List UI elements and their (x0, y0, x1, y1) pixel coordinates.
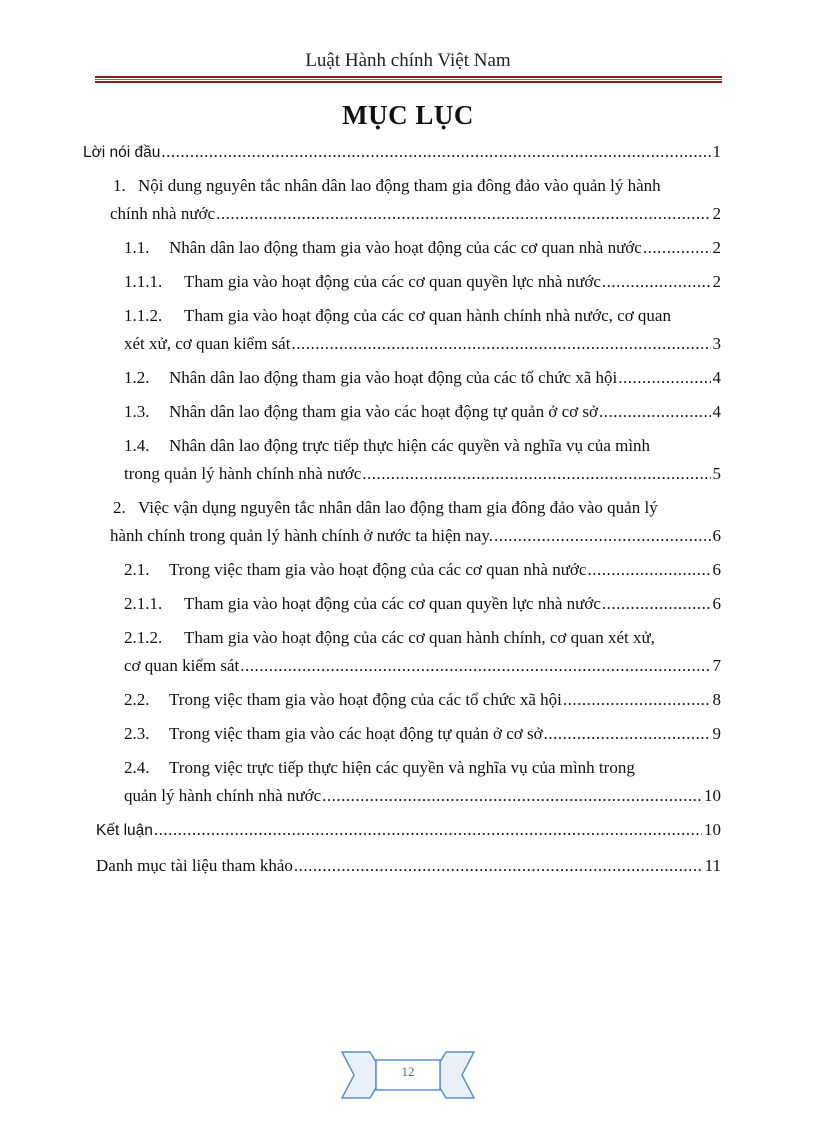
toc-entry-number: 1.1.1. (124, 272, 163, 291)
toc-entry-label: Lời nói đầu (83, 144, 161, 161)
toc-entry-label: xét xử, cơ quan kiểm sát (124, 334, 291, 353)
toc-entry-2-1[interactable] (124, 556, 721, 584)
toc-entry-conclusion[interactable] (96, 816, 721, 845)
toc-entry-label: Kết luận (96, 822, 153, 839)
toc-entry-label: Trong việc tham gia vào hoạt động của các cơ quan nhà nước (169, 560, 587, 579)
toc-entry-line1: 1.4. Nhân dân lao động trực tiếp thực hiện các quyền và nghĩa vụ của mình (124, 432, 721, 460)
toc-entry-line1: 2. Việc vận dụng nguyên tắc nhân dân lao động tham gia đông đảo vào quản lý (110, 494, 721, 522)
toc-entry-2-4[interactable] (124, 754, 721, 810)
toc-entry-line1: 1.1.2. Tham gia vào hoạt động của các cơ quan hành chính nhà nước, cơ quan (124, 302, 721, 330)
toc-entry-page: 6 (712, 560, 721, 579)
toc-entry-label: Tham gia vào hoạt động của các cơ quan quyền lực nhà nước (184, 272, 601, 291)
toc-entry-page: 7 (712, 656, 721, 675)
toc-entry-number: 2.1.1. (124, 594, 163, 613)
toc-entry-page: 9 (712, 724, 721, 743)
toc-entry-page: 11 (704, 856, 721, 875)
toc-entry-number: 2.1.2. (124, 628, 163, 647)
toc-entry-label: quản lý hành chính nhà nước (124, 786, 322, 805)
toc-entry-2-1-1[interactable] (124, 590, 721, 618)
toc-entry-label: Nhân dân lao động tham gia vào các hoạt động tự quản ở cơ sở (169, 402, 598, 421)
toc-entry-number: 2.4. (124, 758, 150, 777)
toc-entry-number: 1.4. (124, 436, 150, 455)
toc-entry-2-2[interactable] (124, 686, 721, 714)
toc-entry-label: Nhân dân lao động tham gia vào hoạt động của các cơ quan nhà nước (169, 238, 642, 257)
toc-entry-label: Trong việc tham gia vào hoạt động của các tổ chức xã hội (169, 690, 562, 709)
toc-entry-1-3[interactable] (124, 398, 721, 426)
toc-entry-1-2[interactable] (124, 364, 721, 392)
page-number: 12 (401, 1064, 415, 1079)
toc-entry-number: 2.3. (124, 724, 150, 743)
toc-entry-label: hành chính trong quản lý hành chính ở nước ta hiện nay. (110, 526, 493, 545)
toc-entry-2-1-2[interactable] (124, 624, 721, 680)
toc-entry-page: 5 (712, 464, 721, 483)
toc-title: MỤC LỤC (342, 100, 474, 130)
toc-entry-line1: 2.1.2. Tham gia vào hoạt động của các cơ quan hành chính, cơ quan xét xử, (124, 624, 721, 652)
toc-entry-number: 1.1.2. (124, 306, 163, 325)
toc-entry-number: 2. (113, 498, 126, 517)
toc-entry-number: 1. (113, 176, 126, 195)
toc-entry-1-1-1[interactable] (124, 268, 721, 296)
toc-entry-label: trong quản lý hành chính nhà nước (124, 464, 362, 483)
toc-entry-1-1-2[interactable] (124, 302, 721, 358)
toc-entry-preface[interactable] (83, 138, 721, 167)
toc-entry-line1: 1. Nội dung nguyên tắc nhân dân lao động tham gia đông đảo vào quản lý hành (110, 172, 721, 200)
toc-entry-page: 8 (712, 690, 721, 709)
toc-entry-number: 1.2. (124, 368, 150, 387)
toc-entry-label: chính nhà nước (110, 204, 216, 223)
toc-entry-page: 6 (712, 526, 721, 545)
toc-entry-page: 6 (712, 594, 721, 613)
toc-entry-references[interactable] (96, 852, 721, 880)
toc-entry-1[interactable] (110, 172, 721, 228)
toc-entry-label: Trong việc tham gia vào các hoạt động tự quản ở cơ sở (169, 724, 543, 743)
toc-entry-1-1[interactable] (124, 234, 721, 262)
toc-entry-label: Danh mục tài liệu tham khảo (96, 856, 293, 875)
toc-entry-label: cơ quan kiểm sát (124, 656, 240, 675)
toc-entry-page: 2 (712, 272, 721, 291)
toc-entry-label: Tham gia vào hoạt động của các cơ quan quyền lực nhà nước (184, 594, 601, 613)
toc-entry-page: 2 (712, 238, 721, 257)
toc-entry-2[interactable] (110, 494, 721, 550)
toc-entry-page: 1 (712, 142, 721, 161)
toc-entry-line1: 2.4. Trong việc trực tiếp thực hiện các quyền và nghĩa vụ của mình trong (124, 754, 721, 782)
toc-entry-page: 4 (712, 402, 721, 421)
toc-entry-number: 1.1. (124, 238, 150, 257)
toc-entry-label: Nhân dân lao động tham gia vào hoạt động của các tổ chức xã hội (169, 368, 618, 387)
toc-entry-page: 10 (704, 786, 721, 805)
running-header-title: Luật Hành chính Việt Nam (305, 50, 511, 71)
header-divider (95, 76, 722, 83)
toc-entry-1-4[interactable] (124, 432, 721, 488)
toc-entry-number: 1.3. (124, 402, 150, 421)
toc-entry-page: 4 (712, 368, 721, 387)
toc-entry-2-3[interactable] (124, 720, 721, 748)
toc-entry-page: 10 (704, 820, 721, 839)
toc-entry-number: 2.2. (124, 690, 150, 709)
toc-entry-number: 2.1. (124, 560, 150, 579)
toc-entry-page: 2 (712, 204, 721, 223)
toc-entry-page: 3 (712, 334, 721, 353)
